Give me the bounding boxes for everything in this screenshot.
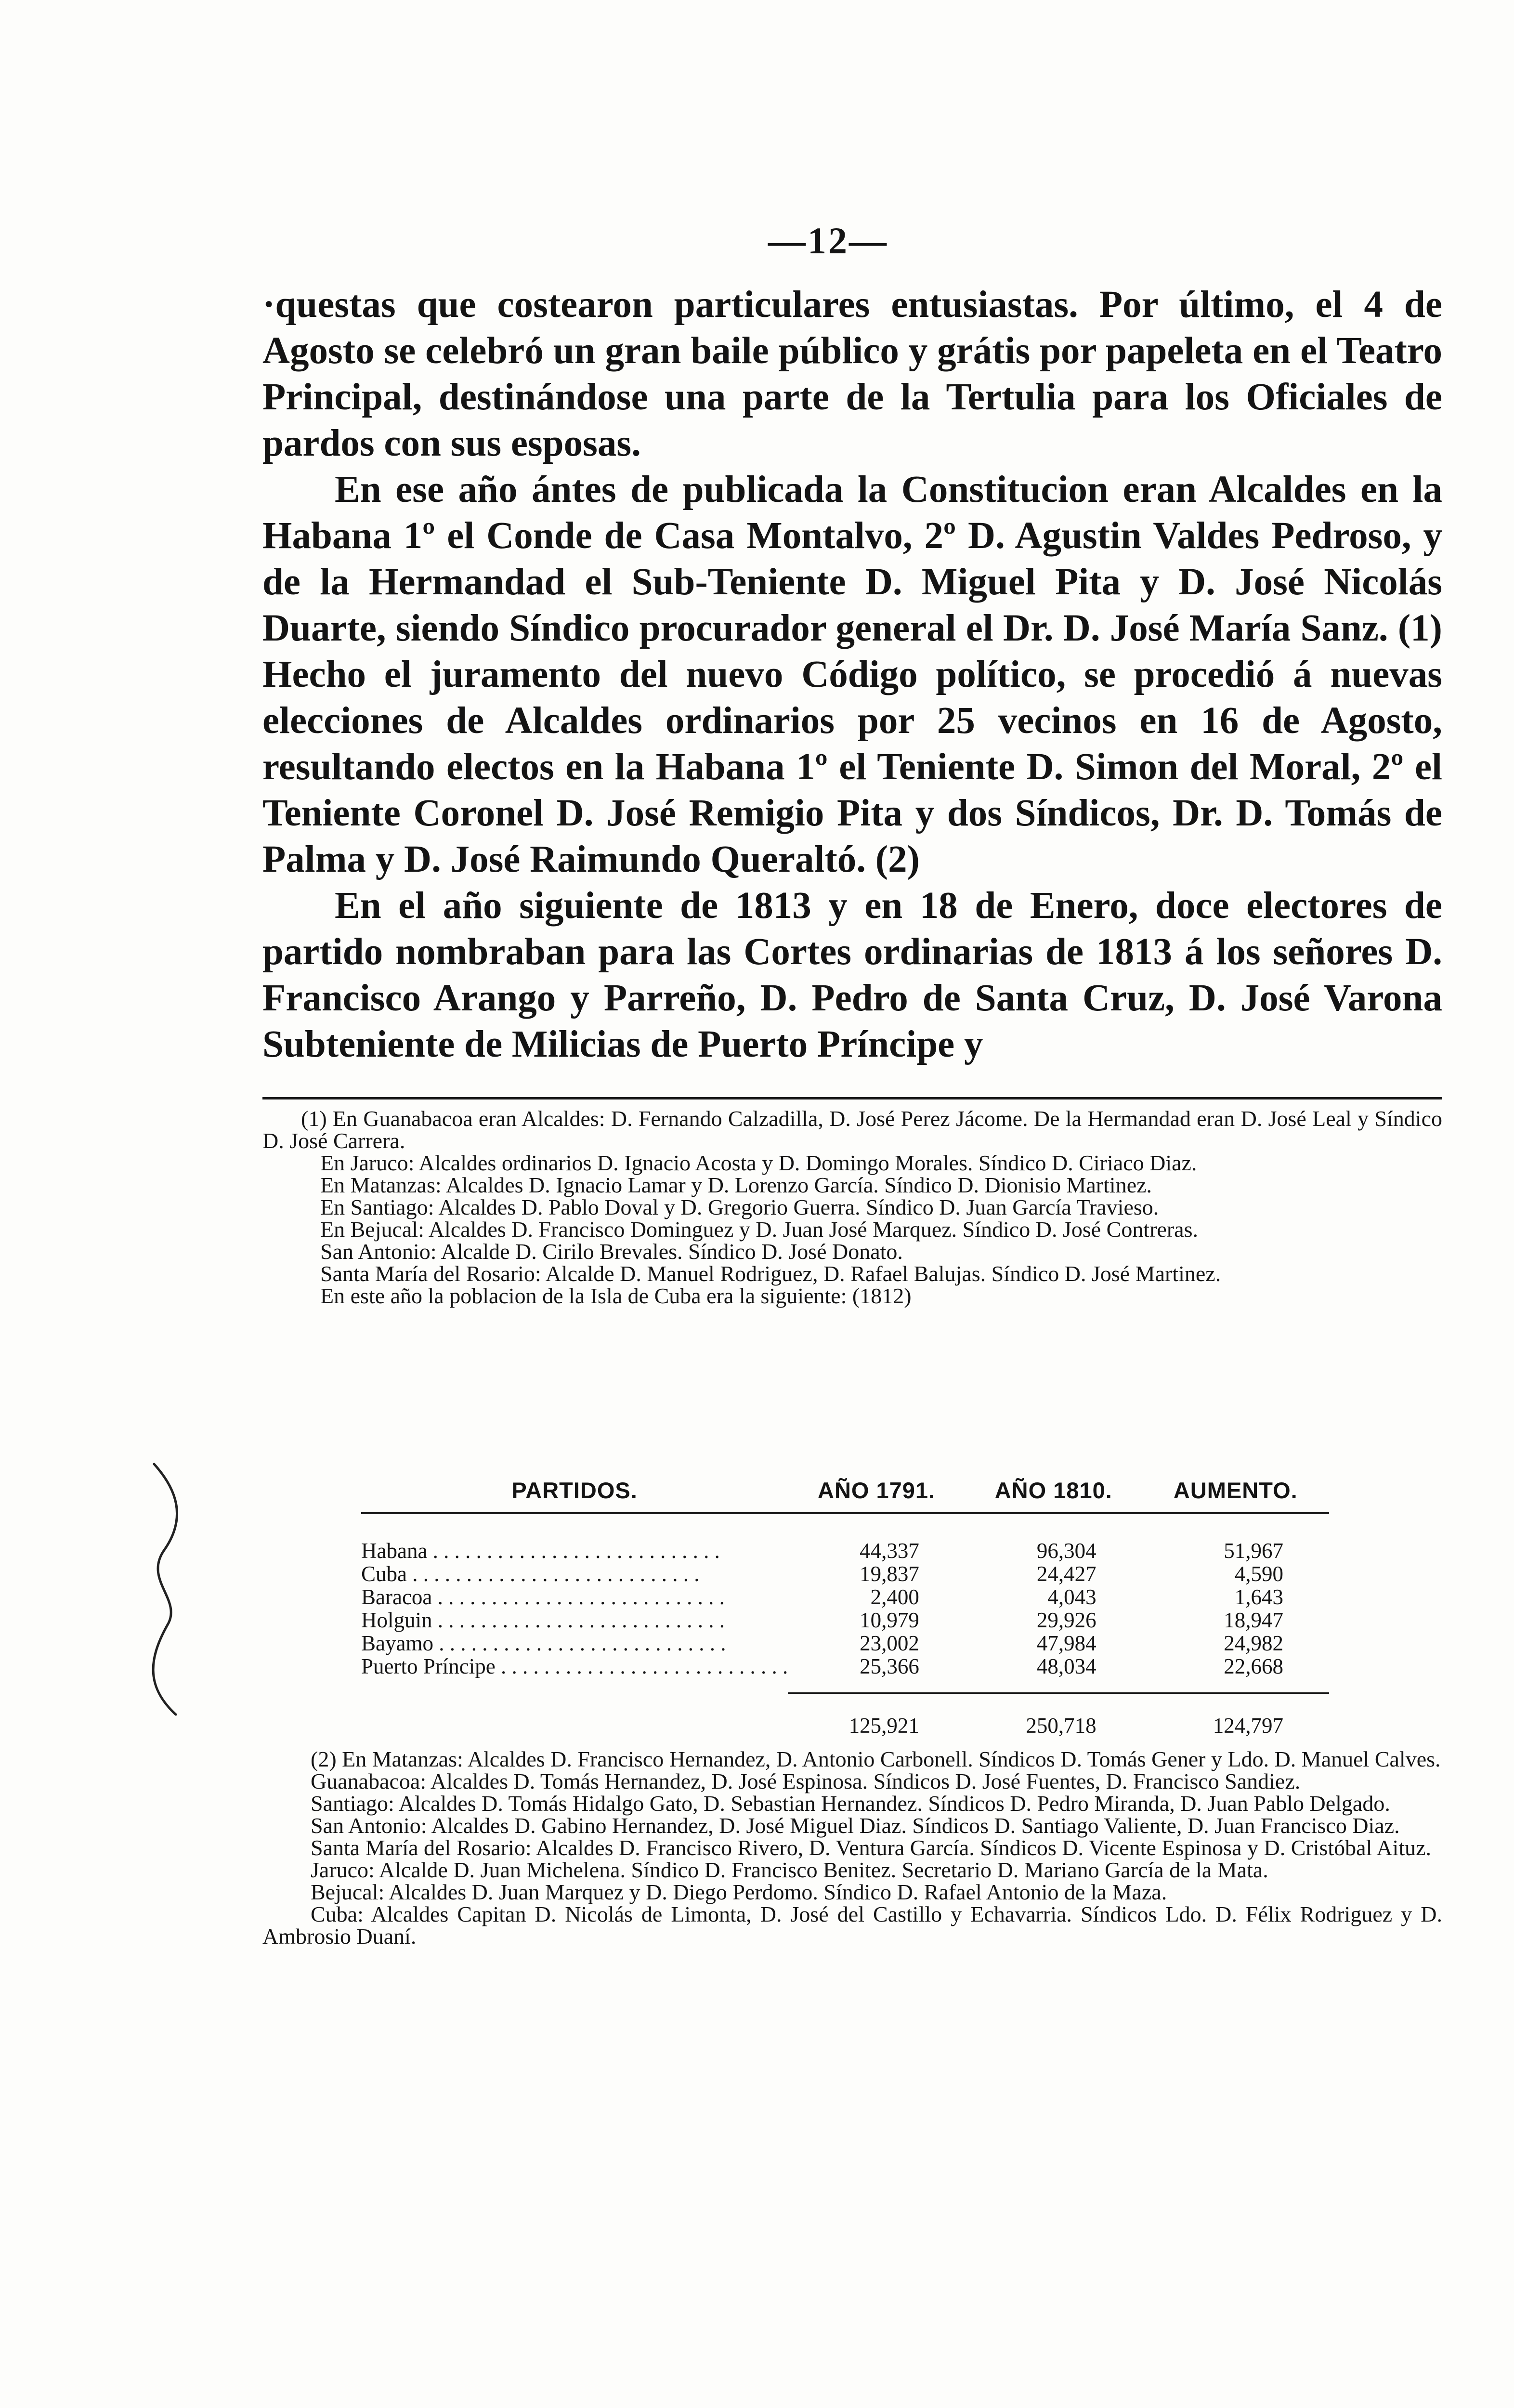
footnote-1 xyxy=(262,1108,1442,1307)
footnote-line: En Jaruco: Alcaldes ordinarios D. Ignacio Acosta y D. Domingo Morales. Síndico D. Ciriaco Diaz. xyxy=(320,1151,1197,1175)
footnote-line: Cuba: Alcaldes Capitan D. Nicolás de Limonta, D. José del Castillo y Echavarria. Síndicos Ldo. D. Félix Rodriguez y D. Ambrosio Duaní. xyxy=(262,1902,1442,1949)
table-row xyxy=(361,1585,1329,1609)
footnote-line: (1) En Guanabacoa eran Alcaldes: D. Fernando Calzadilla, D. José Perez Jácome. De la Hermandad eran D. José Leal y Síndico D. José Carrera. xyxy=(262,1106,1442,1153)
main-text xyxy=(262,282,1442,1068)
table-row xyxy=(361,1562,1329,1585)
header-aumento: AUMENTO. xyxy=(1142,1469,1329,1513)
footnote-line: (2) En Matanzas: Alcaldes D. Francisco Hernandez, D. Antonio Carbonell. Síndicos D. Tomás Gener y Ldo. D. Manuel Calves. xyxy=(311,1747,1441,1771)
footnote-line: San Antonio: Alcalde D. Cirilo Brevales. Síndico D. José Donato. xyxy=(320,1239,903,1264)
handwritten-bracket-mark xyxy=(135,1459,202,1719)
footnote-line: En Matanzas: Alcaldes D. Ignacio Lamar y D. Lorenzo García. Síndico D. Dionisio Martinez. xyxy=(320,1173,1152,1197)
partido-name: Cuba . . . xyxy=(361,1562,788,1585)
table-totals-row xyxy=(361,1693,1329,1738)
total-1810: 250,718 xyxy=(1026,1714,1096,1738)
value-1791: 19,837 xyxy=(860,1562,919,1586)
population-table xyxy=(361,1469,1329,1737)
total-aumento: 124,797 xyxy=(1213,1714,1283,1738)
value-aumento: 24,982 xyxy=(1224,1631,1283,1655)
value-1791: 44,337 xyxy=(860,1539,919,1563)
footnote-line: En Bejucal: Alcaldes D. Francisco Dominguez y D. Juan José Marquez. Síndico D. José Contreras. xyxy=(320,1217,1198,1242)
value-1791: 25,366 xyxy=(860,1654,919,1678)
value-1791: 10,979 xyxy=(860,1608,919,1632)
footnote-line: En Santiago: Alcaldes D. Pablo Doval y D. Gregorio Guerra. Síndico D. Juan García Travieso. xyxy=(320,1195,1159,1219)
partido-name: Bayamo . . . xyxy=(361,1632,788,1655)
footnote-line: Bejucal: Alcaldes D. Juan Marquez y D. Diego Perdomo. Síndico D. Rafael Antonio de la Maza. xyxy=(311,1880,1167,1904)
header-partidos: PARTIDOS. xyxy=(361,1469,788,1513)
footnote-2 xyxy=(262,1748,1442,1948)
paragraph-1: ·questas que costearon particulares entusiastas. Por último, el 4 de Agosto se celebró un gran baile público y grátis por papeleta en el Teatro Principal, destinándose una parte de la Tertulia para los Oficiales de pardos con sus esposas. xyxy=(262,284,1442,464)
partido-name: Baracoa . . . xyxy=(361,1585,788,1609)
value-1810: 47,984 xyxy=(1036,1631,1096,1655)
footnote-line: Santiago: Alcaldes D. Tomás Hidalgo Gato, D. Sebastian Hernandez. Síndicos D. Pedro Miranda, D. Juan Pablo Delgado. xyxy=(311,1791,1390,1816)
partido-name: Holguin . . . xyxy=(361,1609,788,1632)
table-row xyxy=(361,1609,1329,1632)
table-header-row xyxy=(361,1469,1329,1513)
value-1791: 23,002 xyxy=(860,1631,919,1655)
value-1810: 24,427 xyxy=(1036,1562,1096,1586)
value-aumento: 22,668 xyxy=(1224,1654,1283,1678)
total-1791: 125,921 xyxy=(848,1714,919,1738)
footnote-line: Santa María del Rosario: Alcaldes D. Francisco Rivero, D. Ventura García. Síndicos D. Vicente Espinosa y D. Cristóbal Aituz. xyxy=(311,1835,1432,1860)
value-1791: 2,400 xyxy=(870,1585,919,1609)
footnote-line: Santa María del Rosario: Alcalde D. Manuel Rodriguez, D. Rafael Balujas. Síndico D. José Martinez. xyxy=(320,1261,1221,1286)
value-1810: 29,926 xyxy=(1036,1608,1096,1632)
table-row xyxy=(361,1539,1329,1562)
value-1810: 4,043 xyxy=(1047,1585,1096,1609)
header-1810: AÑO 1810. xyxy=(965,1469,1142,1513)
footnote-line: Guanabacoa: Alcaldes D. Tomás Hernandez, D. José Espinosa. Síndicos D. José Fuentes, D. Francisco Sandiez. xyxy=(311,1769,1301,1793)
partido-name: Puerto Príncipe . . . xyxy=(361,1655,788,1678)
partido-name: Habana . . . xyxy=(361,1539,788,1562)
paragraph-3: En el año siguiente de 1813 y en 18 de Enero, doce electores de partido nombraban para las Cortes ordinarias de 1813 á los señores D. Francisco Arango y Parreño, D. Pedro de Santa Cruz, D. José Varona Subteniente de Milicias de Puerto Príncipe y xyxy=(262,885,1442,1065)
page-number: —12— xyxy=(768,220,888,262)
paragraph-2: En ese año ántes de publicada la Constitucion eran Alcaldes en la Habana 1º el Conde de Casa Montalvo, 2º D. Agustin Valdes Pedroso, y de la Hermandad el Sub-Teniente D. Miguel Pita y D. José Nicolás Duarte, siendo Síndico procurador general el Dr. D. José María Sanz. (1) Hecho el juramento del nuevo Código político, se procedió á nuevas elecciones de Alcaldes ordinarios por 25 vecinos en 16 de Agosto, resultando electos en la Habana 1º el Teniente D. Simon del Moral, 2º el Teniente Coronel D. José Remigio Pita y dos Síndicos, Dr. D. Tomás de Palma y D. José Raimundo Queraltó. (2) xyxy=(262,469,1442,880)
value-1810: 48,034 xyxy=(1036,1654,1096,1678)
value-aumento: 18,947 xyxy=(1224,1608,1283,1632)
header-1791: AÑO 1791. xyxy=(788,1469,965,1513)
footnote-line: Jaruco: Alcalde D. Juan Michelena. Síndico D. Francisco Benitez. Secretario D. Mariano García de la Mata. xyxy=(311,1858,1268,1882)
footnote-divider xyxy=(262,1097,1442,1099)
value-aumento: 1,643 xyxy=(1234,1585,1283,1609)
value-1810: 96,304 xyxy=(1036,1539,1096,1563)
footnote-line: En este año la poblacion de la Isla de Cuba era la siguiente: (1812) xyxy=(320,1283,912,1308)
footnote-line: San Antonio: Alcaldes D. Gabino Hernandez, D. José Miguel Diaz. Síndicos D. Santiago Valiente, D. Juan Francisco Diaz. xyxy=(311,1813,1400,1838)
value-aumento: 4,590 xyxy=(1234,1562,1283,1586)
table-row xyxy=(361,1655,1329,1678)
value-aumento: 51,967 xyxy=(1224,1539,1283,1563)
table-row xyxy=(361,1632,1329,1655)
